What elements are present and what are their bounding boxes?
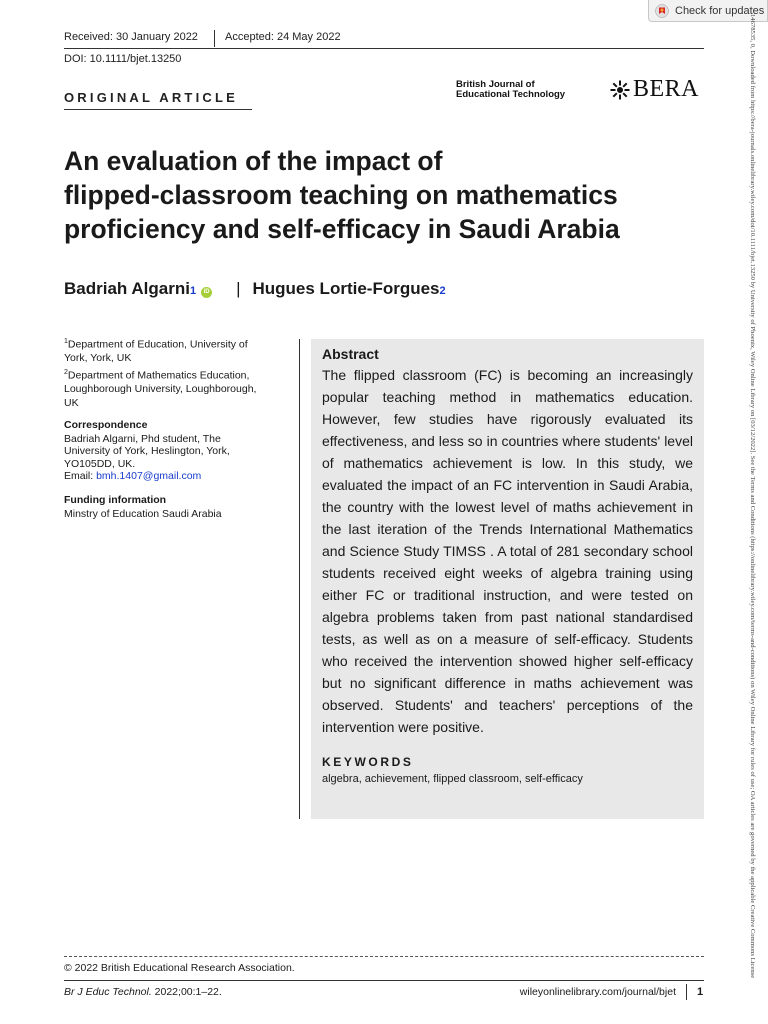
correspondence-line-2: University of York, Heslington, York, xyxy=(64,445,230,457)
affiliation-1-line-1: Department of Education, University of xyxy=(67,338,248,351)
author-2-name[interactable]: Hugues Lortie-Forgues xyxy=(252,279,440,298)
journal-name xyxy=(456,80,565,100)
citation-volume: 2022;00:1–22. xyxy=(151,986,222,998)
keywords-list: algebra, achievement, flipped classroom, self-efficacy xyxy=(322,773,583,785)
footer-rule xyxy=(64,980,704,981)
article-type-underline xyxy=(64,109,252,110)
affiliation-2-line-3: UK xyxy=(64,396,79,409)
title-line-3: proficiency and self-efficacy in Saudi Arabia xyxy=(64,214,620,244)
affiliation-2-line-1: Department of Mathematics Education, xyxy=(67,369,250,382)
bera-logo xyxy=(610,76,699,103)
funding-text: Minstry of Education Saudi Arabia xyxy=(64,507,222,520)
title-line-1: An evaluation of the impact of xyxy=(64,146,443,176)
article-title xyxy=(64,144,724,246)
accepted-date: Accepted: 24 May 2022 xyxy=(225,31,341,43)
affiliation-1-line-2: York, York, UK xyxy=(64,352,132,364)
abstract-left-rule xyxy=(299,339,300,819)
funding-block xyxy=(64,494,289,520)
journal-url-link[interactable]: wileyonlinelibrary.com/journal/bjet xyxy=(519,986,676,998)
author-2-affiliation-ref[interactable]: 2 xyxy=(439,285,446,297)
article-type: ORIGINAL ARTICLE xyxy=(64,90,238,105)
abstract-text: The flipped classroom (FC) is becoming an increasingly popular teaching method in mathematics education. However, few studies have rigorously evaluated its effectiveness, and less so in countries where students' level of mathematics achievement is low. In this study, we evaluated the impact of an FC intervention in Saudi Arabia, the country with the lowest level of maths achievement in the last iteration of the Trends International Mathematics and Science Study TIMSS . A total of 281 secondary school students received eight weeks of algebra training using either FC or traditional instruction, and were tested on algebra problems taken from past national standardised tests, as well as on a measure of self-efficacy. Students who received the intervention showed higher self-efficacy but no significant difference in maths achievement was observed. Students' and teachers' perceptions of the intervention were positive. xyxy=(322,367,693,735)
abstract-panel xyxy=(311,339,704,819)
affiliation-2-line-2: Loughborough University, Loughborough, xyxy=(64,383,257,395)
journal-citation xyxy=(64,986,222,998)
copyright-notice: © 2022 British Educational Research Association. xyxy=(64,962,295,974)
email-label: Email: xyxy=(64,470,97,482)
download-watermark-text: 14678535, 0, Downloaded from https://bera-journals.onlinelibrary.wiley.com/doi/10.1111/bjet.13250 by University of Phoenix, Wiley Online Library on [03/12/2022]. See the Terms and Conditions (https://onlinelibrary.wiley.com/terms-and-conditions) on Wiley Online Library for rules of use; OA articles are governed by the applicable Creative Commons License xyxy=(749,14,756,979)
header-divider xyxy=(214,30,215,47)
footnote-divider xyxy=(64,956,704,957)
download-watermark xyxy=(742,14,760,1014)
title-line-2: flipped-classroom teaching on mathematics xyxy=(64,180,618,210)
bera-emblem-icon xyxy=(610,80,630,100)
email-link[interactable]: bmh.1407@gmail.com xyxy=(96,470,202,482)
header-rule xyxy=(64,48,704,49)
citation-journal-abbrev: Br J Educ Technol. xyxy=(64,986,152,998)
author-list xyxy=(64,279,446,299)
correspondence-block xyxy=(64,419,289,483)
doi: DOI: 10.1111/bjet.13250 xyxy=(64,53,182,65)
affiliation-2-number: 2 xyxy=(64,369,68,376)
affiliation-1 xyxy=(64,335,289,366)
journal-name-line1: British Journal of xyxy=(456,79,535,90)
author-separator: | xyxy=(236,279,241,298)
footer-divider xyxy=(686,984,687,1000)
abstract-heading: Abstract xyxy=(322,346,379,362)
correspondence-heading: Correspondence xyxy=(64,419,148,431)
correspondence-line-3: YO105DD, UK. xyxy=(64,457,136,470)
affiliation-2 xyxy=(64,366,289,410)
author-1-affiliation-ref[interactable]: 1 xyxy=(189,285,197,297)
affiliation-1-number: 1 xyxy=(64,338,68,345)
refresh-badge-icon xyxy=(655,4,669,18)
orcid-icon[interactable]: iD xyxy=(201,287,212,298)
check-for-updates-label: Check for updates xyxy=(675,4,765,17)
correspondence-email-line xyxy=(64,470,289,483)
keywords-heading: KEYWORDS xyxy=(322,755,414,769)
funding-heading: Funding information xyxy=(64,494,167,506)
bera-wordmark: BERA xyxy=(633,76,700,102)
correspondence-line-1: Badriah Algarni, Phd student, The xyxy=(64,432,221,445)
page-number: 1 xyxy=(697,986,704,998)
journal-name-line2: Educational Technology xyxy=(456,89,566,100)
received-date: Received: 30 January 2022 xyxy=(64,31,198,43)
author-1-name[interactable]: Badriah Algarni xyxy=(64,279,190,298)
